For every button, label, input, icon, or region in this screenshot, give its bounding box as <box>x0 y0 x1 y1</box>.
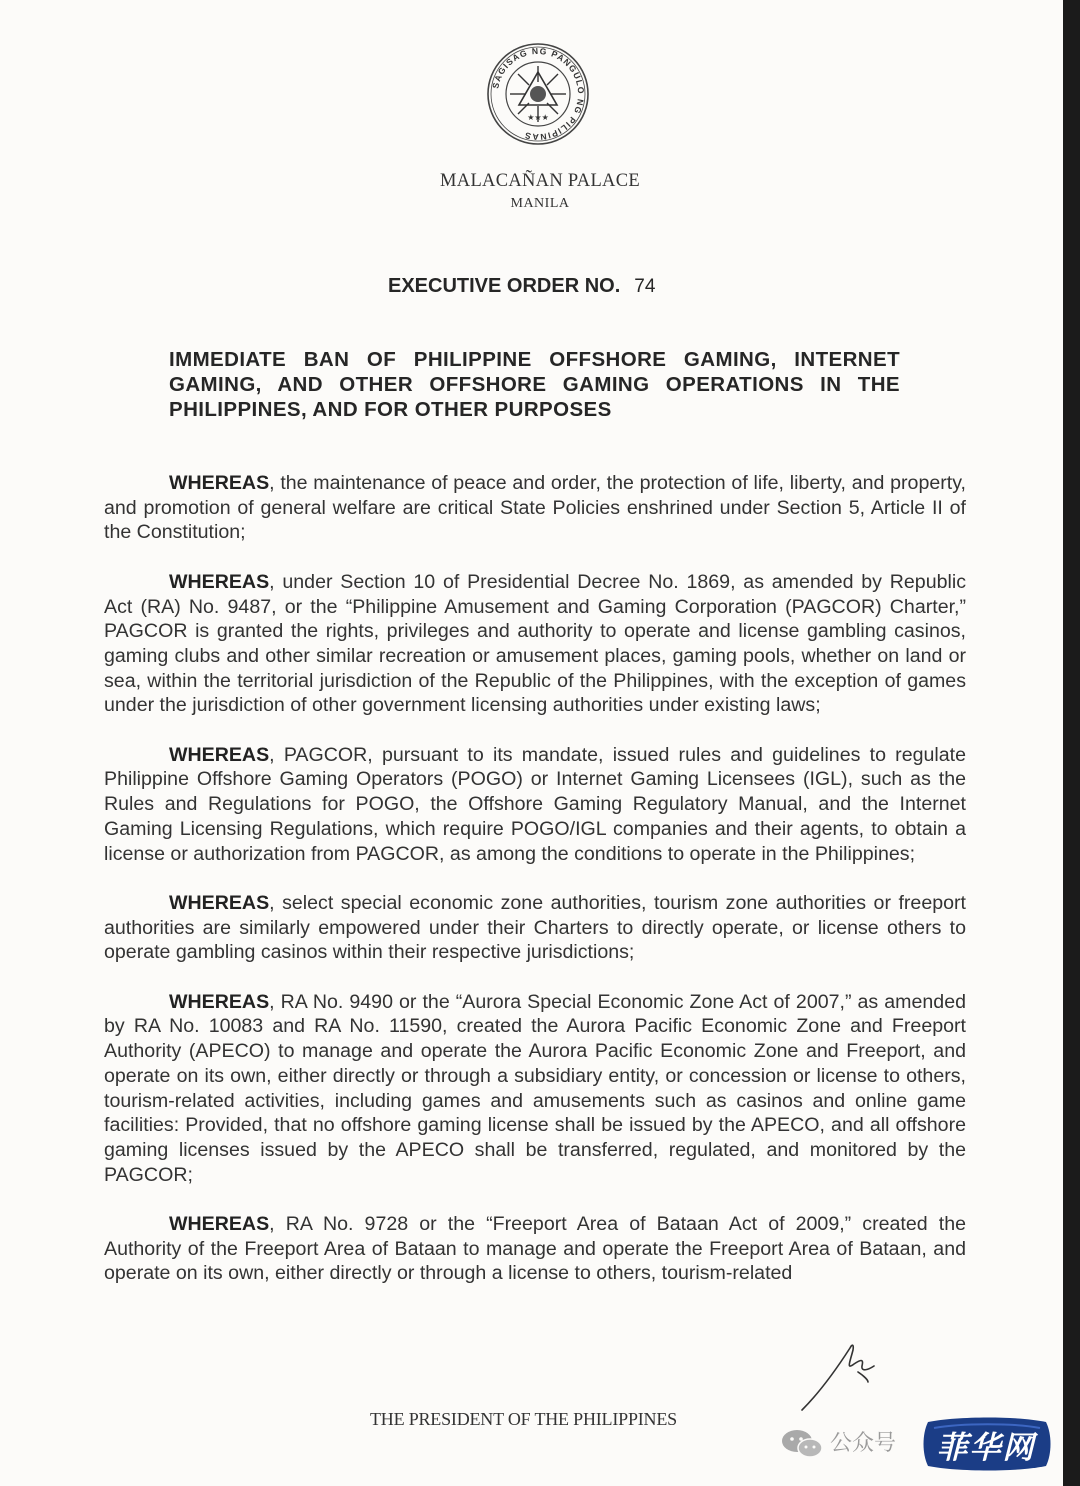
whereas-lead: WHEREAS <box>169 990 270 1013</box>
executive-order-label: EXECUTIVE ORDER NO. <box>388 275 621 297</box>
watermark-label: 公众号 <box>830 1431 897 1456</box>
paragraph-text: , PAGCOR, pursuant to its mandate, issued rules and guidelines to regulate Philippine Offshore Gaming Operators (POGO) or Internet Gaming Licensees (IGL), such as the Rules and Regulations for POGO, the Offshore Gaming Regulatory Manual, and the Internet Gaming Licensing Regulations, which require POGO/IGL companies and their agents, to obtain a license or authorization from PAGCOR, as among the conditions to operate in the Philippines; <box>104 743 966 865</box>
paragraph-text: , under Section 10 of Presidential Decree No. 1869, as amended by Republic Act (RA) No. 9487, or the “Philippine Amusement and Gaming Corporation (PAGCOR) Charter,” PAGCOR is granted the rights, privileges and authority to operate and license gambling casinos, gaming clubs and other similar recreation or amusement places, gaming pools, whether on land or sea, within the territorial jurisdiction of the Republic of the Philippines, with the exception of games under the jurisdiction of other government licensing authorities under existing laws; <box>104 570 966 717</box>
brand-name: 菲华网 <box>936 1429 1036 1466</box>
paragraph-text: , the maintenance of peace and order, the protection of life, liberty, and property, and promotion of general welfare are critical State Policies enshrined under Section 5, Article II of the Constitution; <box>104 472 966 544</box>
executive-order-number: 74 <box>634 276 656 297</box>
whereas-paragraph <box>104 471 966 545</box>
whereas-lead: WHEREAS <box>169 472 270 494</box>
executive-order-heading <box>388 275 655 298</box>
whereas-paragraph <box>104 891 966 965</box>
svg-text:★★★: ★★★ <box>527 113 549 122</box>
palace-name: MALACAÑAN PALACE <box>440 171 640 191</box>
footer-president-title: THE PRESIDENT OF THE PHILIPPINES <box>370 1409 677 1429</box>
whereas-paragraph <box>104 570 966 718</box>
brand-logo <box>918 1414 1054 1474</box>
wechat-icon <box>780 1428 824 1460</box>
watermark <box>778 1404 1080 1480</box>
whereas-paragraph <box>104 990 966 1188</box>
whereas-paragraph <box>104 1212 966 1286</box>
whereas-lead: WHEREAS <box>169 743 270 766</box>
paragraph-text: , RA No. 9490 or the “Aurora Special Economic Zone Act of 2007,” as amended by RA No. 10083 and RA No. 11590, created the Aurora Pacific Economic Zone and Freeport Authority (APECO) to manage and operate the Aurora Pacific Economic Zone and Freeport, and operate on its own, either directly or through a subsidiary entity, or concession or license to others, tourism-related activities, including games and amusements such as casinos and online game facilities: Provided, that no offshore gaming license shall be issued by the APECO, and all offshore gaming licenses issued by the APECO shall be transferred, regulated, and monitored by the PAGCOR; <box>104 990 966 1186</box>
whereas-lead: WHEREAS <box>169 891 270 914</box>
palace-city: MANILA <box>510 196 570 211</box>
whereas-paragraph <box>104 743 966 867</box>
signature-initials-icon <box>798 1334 902 1414</box>
whereas-lead: WHEREAS <box>169 1213 270 1236</box>
paragraph-text: , RA No. 9728 or the “Freeport Area of Bataan Act of 2009,” created the Authority of the Freeport Area of Bataan to manage and operate the Freeport Area of Bataan, and operate on its own, either directly or through a license to others, tourism-related <box>104 1213 966 1285</box>
whereas-lead: WHEREAS <box>169 570 270 593</box>
order-title: IMMEDIATE BAN OF PHILIPPINE OFFSHORE GAMING, INTERNET GAMING, AND OTHER OFFSHORE GAMING OPERATIONS IN THE PHILIPPINES, AND FOR OTHER PURPOSES <box>169 348 900 421</box>
svg-text:SAGISAG NG PANGULO NG PILIPINA: SAGISAG NG PANGULO NG PILIPINAS <box>490 45 587 143</box>
presidential-seal-icon <box>486 42 590 146</box>
paragraph-text: , select special economic zone authorities, tourism zone authorities or freeport authorities are similarly empowered under their Charters to directly operate, or license others to operate gambling casinos within their respective jurisdictions; <box>104 891 966 964</box>
document-body <box>104 471 966 1311</box>
